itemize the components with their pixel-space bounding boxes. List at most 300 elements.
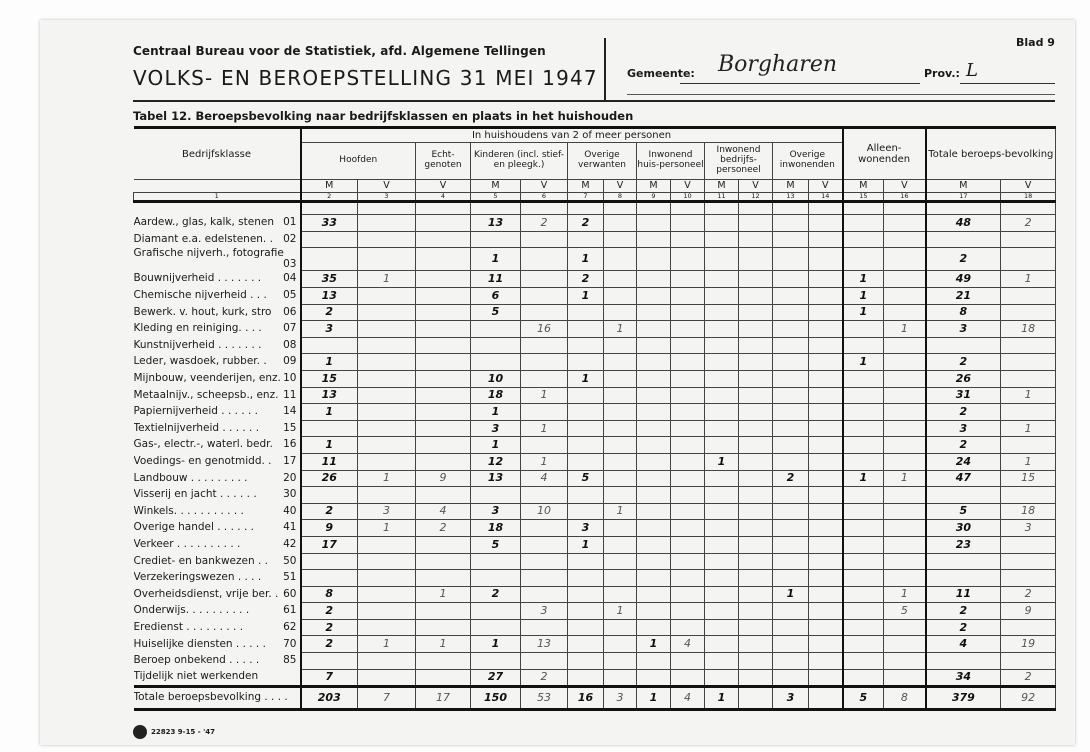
cell-col-6: 4 — [521, 470, 568, 487]
province-label: Prov.: — [924, 67, 960, 80]
cell-col-11 — [705, 603, 739, 620]
cell-col-3 — [358, 437, 416, 454]
bedrijfsklasse-name: Crediet- en bankwezen . . — [133, 554, 268, 567]
cell-col-8 — [604, 619, 637, 636]
cell-col-13 — [773, 453, 809, 470]
row-label — [134, 437, 301, 454]
cell-col-16 — [884, 404, 926, 421]
cell-col-16 — [884, 437, 926, 454]
header-alleenwonenden: Alleen-wonenden — [843, 128, 926, 180]
cell-col-10 — [671, 669, 705, 687]
cell-col-6 — [521, 271, 568, 288]
cell-col-10 — [671, 603, 705, 620]
cell-col-3 — [358, 354, 416, 371]
cell-col-16 — [884, 669, 926, 687]
cell-col-4: 9 — [416, 470, 471, 487]
cell-col-2: 15 — [301, 370, 358, 387]
bedrijfsklasse-name: Huiselijke diensten . . . . . — [133, 637, 266, 650]
cell-col-3: 1 — [358, 470, 416, 487]
cell-col-15: 1 — [843, 304, 884, 321]
cell-col-13 — [773, 288, 809, 305]
cell-col-18 — [1001, 437, 1056, 454]
cell-col-2 — [301, 553, 358, 570]
cell-col-18: 2 — [1001, 669, 1056, 687]
cell-col-12 — [739, 304, 773, 321]
cell-col-11 — [705, 354, 739, 371]
row-label — [134, 304, 301, 321]
cell-col-16 — [884, 288, 926, 305]
row-label — [134, 288, 301, 305]
cell-col-15 — [843, 653, 884, 670]
cell-col-6 — [521, 354, 568, 371]
cell-col-9 — [637, 231, 671, 248]
cell-col-13 — [773, 370, 809, 387]
cell-col-6 — [521, 653, 568, 670]
cell-col-12 — [739, 248, 773, 271]
cell-col-12 — [739, 321, 773, 338]
cell-col-18 — [1001, 337, 1056, 354]
cell-col-12 — [739, 603, 773, 620]
bedrijfsklasse-code: 10 — [283, 372, 297, 384]
bedrijfsklasse-code: 17 — [283, 454, 297, 467]
cell-col-5 — [471, 487, 521, 504]
cell-col-5: 6 — [471, 288, 521, 305]
cell-col-17: 5 — [926, 503, 1001, 520]
bedrijfsklasse-code: 61 — [283, 604, 297, 617]
cell-col-15: 1 — [843, 470, 884, 487]
cell-col-15 — [843, 420, 884, 437]
cell-col-4 — [416, 487, 471, 504]
cell-col-14 — [809, 653, 843, 670]
cell-col-2: 2 — [301, 603, 358, 620]
cell-col-8 — [604, 669, 637, 687]
cell-col-12 — [739, 636, 773, 653]
column-number: 11 — [705, 193, 739, 202]
cell-col-10 — [671, 248, 705, 271]
cell-col-16 — [884, 619, 926, 636]
cell-col-18 — [1001, 553, 1056, 570]
province-value: L — [966, 60, 978, 81]
bedrijfsklasse-name: Aardew., glas, kalk, stenen — [133, 216, 274, 229]
cell-col-9 — [637, 669, 671, 687]
header-sex-v: V — [416, 180, 471, 193]
row-label — [134, 653, 301, 670]
cell-col-4: 1 — [416, 636, 471, 653]
cell-col-4 — [416, 619, 471, 636]
cell-col-9 — [637, 470, 671, 487]
cell-col-18: 19 — [1001, 636, 1056, 653]
cell-col-18 — [1001, 288, 1056, 305]
cell-col-7: 1 — [568, 248, 604, 271]
cell-col-17 — [926, 553, 1001, 570]
total-col-7: 16 — [568, 687, 604, 710]
row-label — [134, 536, 301, 553]
cell-col-16: 1 — [884, 586, 926, 603]
cell-col-10 — [671, 370, 705, 387]
cell-col-17 — [926, 231, 1001, 248]
table-row — [134, 387, 1056, 404]
cell-col-13 — [773, 404, 809, 421]
cell-col-15 — [843, 453, 884, 470]
cell-col-6: 3 — [521, 603, 568, 620]
cell-col-11 — [705, 520, 739, 537]
total-col-8: 3 — [604, 687, 637, 710]
cell-col-13 — [773, 304, 809, 321]
cell-col-9 — [637, 520, 671, 537]
institution-name: Centraal Bureau voor de Statistiek, afd. Algemene Tellingen — [133, 44, 546, 58]
cell-col-14 — [809, 470, 843, 487]
bedrijfsklasse-name: Metaalnijv., scheepsb., enz. — [133, 388, 279, 401]
cell-col-3 — [358, 387, 416, 404]
cell-col-8 — [604, 288, 637, 305]
table-row — [134, 288, 1056, 305]
cell-col-13 — [773, 503, 809, 520]
bedrijfsklasse-code: 07 — [283, 322, 297, 335]
cell-col-4 — [416, 304, 471, 321]
cell-col-2: 2 — [301, 304, 358, 321]
cell-col-13 — [773, 520, 809, 537]
cell-col-5 — [471, 321, 521, 338]
cell-col-10 — [671, 437, 705, 454]
row-label — [134, 321, 301, 338]
cell-col-15 — [843, 586, 884, 603]
cell-col-14 — [809, 271, 843, 288]
cell-col-13 — [773, 354, 809, 371]
cell-col-12 — [739, 653, 773, 670]
header-huispersoneel: Inwonend huis-personeel — [637, 143, 705, 180]
cell-col-11 — [705, 536, 739, 553]
cell-col-10 — [671, 304, 705, 321]
cell-col-11: 1 — [705, 453, 739, 470]
cell-col-7: 1 — [568, 536, 604, 553]
cell-col-2 — [301, 653, 358, 670]
cell-col-7 — [568, 487, 604, 504]
cell-col-12 — [739, 536, 773, 553]
cell-col-16: 1 — [884, 470, 926, 487]
cell-col-14 — [809, 520, 843, 537]
bedrijfsklasse-name: Landbouw . . . . . . . . . — [133, 471, 248, 484]
cell-col-15: 1 — [843, 271, 884, 288]
cell-col-16 — [884, 520, 926, 537]
bedrijfsklasse-name: Kunstnijverheid . . . . . . . — [133, 338, 262, 351]
divider — [627, 94, 1055, 95]
print-code — [133, 725, 215, 739]
cell-col-11 — [705, 370, 739, 387]
cell-col-5: 18 — [471, 520, 521, 537]
cell-col-8 — [604, 231, 637, 248]
cell-col-9 — [637, 420, 671, 437]
row-label — [134, 553, 301, 570]
cell-col-7 — [568, 337, 604, 354]
cell-col-5 — [471, 553, 521, 570]
cell-col-7: 1 — [568, 370, 604, 387]
row-label — [134, 669, 301, 687]
column-number: 16 — [884, 193, 926, 202]
cell-col-3 — [358, 669, 416, 687]
cell-col-16 — [884, 354, 926, 371]
cell-col-4 — [416, 354, 471, 371]
table-row — [134, 231, 1056, 248]
column-number: 15 — [843, 193, 884, 202]
column-number: 3 — [358, 193, 416, 202]
header-sex-m: M — [773, 180, 809, 193]
form-title: VOLKS- EN BEROEPSTELLING 31 MEI 1947 — [133, 66, 598, 90]
cell-col-13 — [773, 487, 809, 504]
cell-col-10 — [671, 231, 705, 248]
cell-col-7: 2 — [568, 215, 604, 232]
cell-col-3: 1 — [358, 636, 416, 653]
cell-col-5: 11 — [471, 271, 521, 288]
cell-col-8 — [604, 215, 637, 232]
cell-col-15 — [843, 619, 884, 636]
cell-col-4 — [416, 248, 471, 271]
cell-col-8 — [604, 337, 637, 354]
table-row — [134, 653, 1056, 670]
cell-col-15 — [843, 536, 884, 553]
cell-col-14 — [809, 619, 843, 636]
cell-col-18 — [1001, 370, 1056, 387]
table-row — [134, 404, 1056, 421]
cell-col-13 — [773, 653, 809, 670]
bedrijfsklasse-name: Overige handel . . . . . . — [133, 521, 254, 534]
column-number: 6 — [521, 193, 568, 202]
cell-col-10 — [671, 520, 705, 537]
cell-col-14 — [809, 337, 843, 354]
cell-col-14 — [809, 231, 843, 248]
cell-col-12 — [739, 520, 773, 537]
cell-col-11 — [705, 271, 739, 288]
cell-col-16 — [884, 570, 926, 587]
cell-col-9 — [637, 271, 671, 288]
bedrijfsklasse-name: Tijdelijk niet werkenden — [133, 670, 259, 683]
cell-col-12 — [739, 586, 773, 603]
cell-col-5 — [471, 354, 521, 371]
cell-col-7 — [568, 304, 604, 321]
cell-col-7 — [568, 653, 604, 670]
cell-col-2 — [301, 337, 358, 354]
cell-col-16 — [884, 536, 926, 553]
cell-col-14 — [809, 503, 843, 520]
column-number: 2 — [301, 193, 358, 202]
cell-col-18 — [1001, 304, 1056, 321]
column-number: 1 — [134, 193, 301, 202]
cell-col-3 — [358, 321, 416, 338]
header-sex-m: M — [843, 180, 884, 193]
cell-col-18 — [1001, 619, 1056, 636]
table-row — [134, 437, 1056, 454]
bedrijfsklasse-name: Textielnijverheid . . . . . . — [133, 421, 260, 434]
row-label — [134, 271, 301, 288]
cell-col-18 — [1001, 248, 1056, 271]
total-col-14 — [809, 687, 843, 710]
cell-col-12 — [739, 387, 773, 404]
total-col-12 — [739, 687, 773, 710]
cell-col-8: 1 — [604, 503, 637, 520]
cell-col-16 — [884, 304, 926, 321]
row-label — [134, 503, 301, 520]
cell-col-16 — [884, 636, 926, 653]
column-number: 4 — [416, 193, 471, 202]
cell-col-7 — [568, 503, 604, 520]
cell-col-14 — [809, 387, 843, 404]
cell-col-8 — [604, 248, 637, 271]
column-number: 7 — [568, 193, 604, 202]
cell-col-6 — [521, 370, 568, 387]
divider — [133, 100, 604, 102]
bedrijfsklasse-name: Verzekeringswezen . . . . — [133, 571, 262, 584]
cell-col-4 — [416, 420, 471, 437]
bedrijfsklasse-code: 85 — [283, 654, 297, 667]
cell-col-12 — [739, 370, 773, 387]
table-row — [134, 570, 1056, 587]
table-row — [134, 337, 1056, 354]
header-sex-m: M — [301, 180, 358, 193]
cell-col-6 — [521, 520, 568, 537]
cell-col-4: 2 — [416, 520, 471, 537]
cell-col-6 — [521, 304, 568, 321]
header-bedrijfsklasse: Bedrijfsklasse — [134, 128, 301, 180]
cell-col-7 — [568, 669, 604, 687]
cell-col-5 — [471, 231, 521, 248]
cell-col-4 — [416, 669, 471, 687]
bedrijfsklasse-code: 20 — [283, 471, 297, 484]
cell-col-11 — [705, 619, 739, 636]
cell-col-8 — [604, 636, 637, 653]
cell-col-5: 12 — [471, 453, 521, 470]
header-overige-inwonenden: Overige inwonenden — [773, 143, 843, 180]
cell-col-12 — [739, 570, 773, 587]
cell-col-5: 18 — [471, 387, 521, 404]
cell-col-3 — [358, 653, 416, 670]
cell-col-17: 48 — [926, 215, 1001, 232]
cell-col-11 — [705, 570, 739, 587]
row-label — [134, 520, 301, 537]
bedrijfsklasse-name: Diamant e.a. edelstenen. . — [133, 232, 273, 245]
cell-col-6 — [521, 536, 568, 553]
cell-col-9 — [637, 404, 671, 421]
cell-col-15 — [843, 337, 884, 354]
cell-col-11 — [705, 586, 739, 603]
cell-col-13 — [773, 536, 809, 553]
cell-col-18: 2 — [1001, 586, 1056, 603]
cell-col-14 — [809, 248, 843, 271]
cell-col-18 — [1001, 536, 1056, 553]
cell-col-13 — [773, 669, 809, 687]
cell-col-8 — [604, 387, 637, 404]
cell-col-7: 1 — [568, 288, 604, 305]
cell-col-5: 10 — [471, 370, 521, 387]
cell-col-12 — [739, 288, 773, 305]
cell-col-4 — [416, 231, 471, 248]
cell-col-17 — [926, 487, 1001, 504]
cell-col-14 — [809, 404, 843, 421]
cell-col-11 — [705, 503, 739, 520]
cell-col-5 — [471, 603, 521, 620]
bedrijfsklasse-code: 11 — [283, 388, 297, 401]
cell-col-10 — [671, 570, 705, 587]
cell-col-4 — [416, 288, 471, 305]
total-label: Totale beroepsbevolking . . . . — [134, 687, 301, 710]
header-bedrijfspersoneel: Inwonend bedrijfs-personeel — [705, 143, 773, 180]
total-col-9: 1 — [637, 687, 671, 710]
divider — [604, 100, 1055, 102]
cell-col-17: 24 — [926, 453, 1001, 470]
cell-col-3 — [358, 420, 416, 437]
bedrijfsklasse-name: Bewerk. v. hout, kurk, stro — [133, 305, 272, 318]
bedrijfsklasse-code: 14 — [283, 405, 297, 418]
bedrijfsklasse-name: Voedings- en genotmidd. . — [133, 454, 272, 467]
cell-col-6: 2 — [521, 215, 568, 232]
table-row — [134, 304, 1056, 321]
cell-col-14 — [809, 603, 843, 620]
cell-col-10 — [671, 404, 705, 421]
header-hoofden: Hoofden — [301, 143, 416, 180]
cell-col-18 — [1001, 653, 1056, 670]
cell-col-14 — [809, 420, 843, 437]
cell-col-15 — [843, 520, 884, 537]
cell-col-17: 2 — [926, 248, 1001, 271]
row-label — [134, 603, 301, 620]
gemeente-label: Gemeente: — [627, 67, 695, 80]
cell-col-14 — [809, 570, 843, 587]
cell-col-17: 2 — [926, 437, 1001, 454]
cell-col-8 — [604, 271, 637, 288]
cell-col-10 — [671, 586, 705, 603]
province-line — [960, 83, 1055, 84]
cell-col-10: 4 — [671, 636, 705, 653]
cell-col-15: 1 — [843, 354, 884, 371]
cell-col-16 — [884, 271, 926, 288]
cell-col-12 — [739, 669, 773, 687]
cell-col-4 — [416, 553, 471, 570]
cell-col-3: 3 — [358, 503, 416, 520]
cell-col-11 — [705, 470, 739, 487]
cell-col-3 — [358, 619, 416, 636]
cell-col-6 — [521, 248, 568, 271]
cell-col-13 — [773, 231, 809, 248]
cell-col-9 — [637, 248, 671, 271]
cell-col-9 — [637, 321, 671, 338]
cell-col-3 — [358, 337, 416, 354]
row-label — [134, 354, 301, 371]
cell-col-4 — [416, 570, 471, 587]
total-col-2: 203 — [301, 687, 358, 710]
cell-col-11 — [705, 231, 739, 248]
cell-col-18: 2 — [1001, 215, 1056, 232]
cell-col-2 — [301, 487, 358, 504]
cell-col-12 — [739, 215, 773, 232]
cell-col-4 — [416, 370, 471, 387]
cell-col-14 — [809, 370, 843, 387]
cell-col-12 — [739, 503, 773, 520]
header-sex-v: V — [671, 180, 705, 193]
cell-col-18: 1 — [1001, 271, 1056, 288]
cell-col-18: 18 — [1001, 321, 1056, 338]
table-row — [134, 453, 1056, 470]
row-label — [134, 248, 301, 271]
cell-col-16: 5 — [884, 603, 926, 620]
row-label — [134, 619, 301, 636]
table-row — [134, 215, 1056, 232]
cell-col-11 — [705, 404, 739, 421]
cell-col-8 — [604, 470, 637, 487]
cell-col-3 — [358, 304, 416, 321]
table-row — [134, 536, 1056, 553]
cell-col-3: 1 — [358, 271, 416, 288]
cell-col-15 — [843, 437, 884, 454]
cell-col-6 — [521, 337, 568, 354]
bedrijfsklasse-name: Gas-, electr.-, waterl. bedr. — [133, 438, 273, 451]
